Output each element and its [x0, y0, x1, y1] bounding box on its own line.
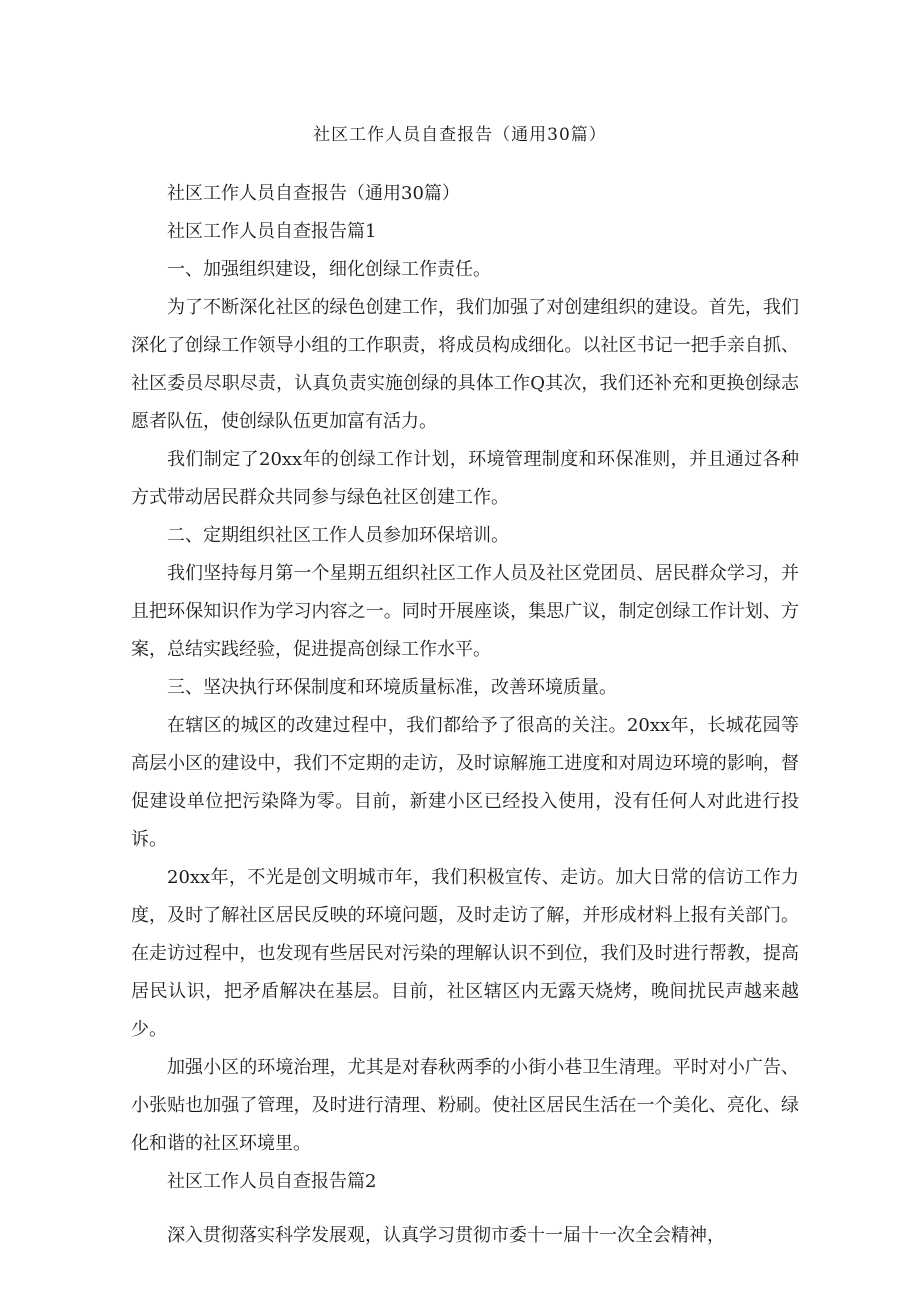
paragraph: 在辖区的城区的改建过程中，我们都给予了很高的关注。20xx年，长城花园等高层小区的建设中，我们不定期的走访，及时谅解施工进度和对周边环境的影响，督促建设单位把污染降为零。目前，新建小区已经投入使用，没有任何人对此进行投诉。: [131, 715, 799, 850]
paragraph: 我们坚持每月第一个星期五组织社区工作人员及社区党团员、居民群众学习，并且把环保知识作为学习内容之一。同时开展座谈，集思广议，制定创绿工作计划、方案，总结实践经验，促进提高创绿工作水平。: [131, 563, 799, 660]
document-body: [131, 175, 799, 1255]
section-heading: 社区工作人员自查报告篇1: [167, 221, 377, 242]
subheading-3: 三、坚决执行环保制度和环境质量标准，改善环境质量。: [167, 677, 617, 698]
paragraph: 加强小区的环境治理，尤其是对春秋两季的小街小巷卫生清理。平时对小广告、小张贴也加强了管理，及时进行清理、粉刷。使社区居民生活在一个美化、亮化、绿化和谐的社区环境里。: [131, 1057, 799, 1154]
section-heading: 社区工作人员自查报告篇2: [167, 1171, 377, 1192]
subheading-2: 二、定期组织社区工作人员参加环保培训。: [167, 525, 509, 546]
paragraph: 深入贯彻落实科学发展观，认真学习贯彻市委十一届十一次全会精神，: [167, 1225, 725, 1246]
paragraph: 为了不断深化社区的绿色创建工作，我们加强了对创建组织的建设。首先，我们深化了创绿工作领导小组的工作职责，将成员构成细化。以社区书记一把手亲自抓、社区委员尽职尽责，认真负责实施创绿的具体工作Q其次，我们还补充和更换创绿志愿者队伍，使创绿队伍更加富有活力。: [131, 297, 799, 432]
paragraph: 我们制定了20xx年的创绿工作计划，环境管理制度和环保准则，并且通过各种方式带动居民群众共同参与绿色社区创建工作。: [131, 449, 799, 508]
subtitle-paragraph: 社区工作人员自查报告（通用30篇）: [167, 183, 460, 204]
paragraph: 20xx年，不光是创文明城市年，我们积极宣传、走访。加大日常的信访工作力度，及时了解社区居民反映的环境问题，及时走访了解，并形成材料上报有关部门。在走访过程中，也发现有些居民对污染的理解认识不到位，我们及时进行帮教，提高居民认识，把矛盾解决在基层。目前，社区辖区内无露天烧烤，晚间扰民声越来越少。: [131, 867, 799, 1040]
document-title: 社区工作人员自查报告（通用30篇）: [313, 125, 607, 145]
subheading-1: 一、加强组织建设，细化创绿工作责任。: [167, 259, 491, 280]
